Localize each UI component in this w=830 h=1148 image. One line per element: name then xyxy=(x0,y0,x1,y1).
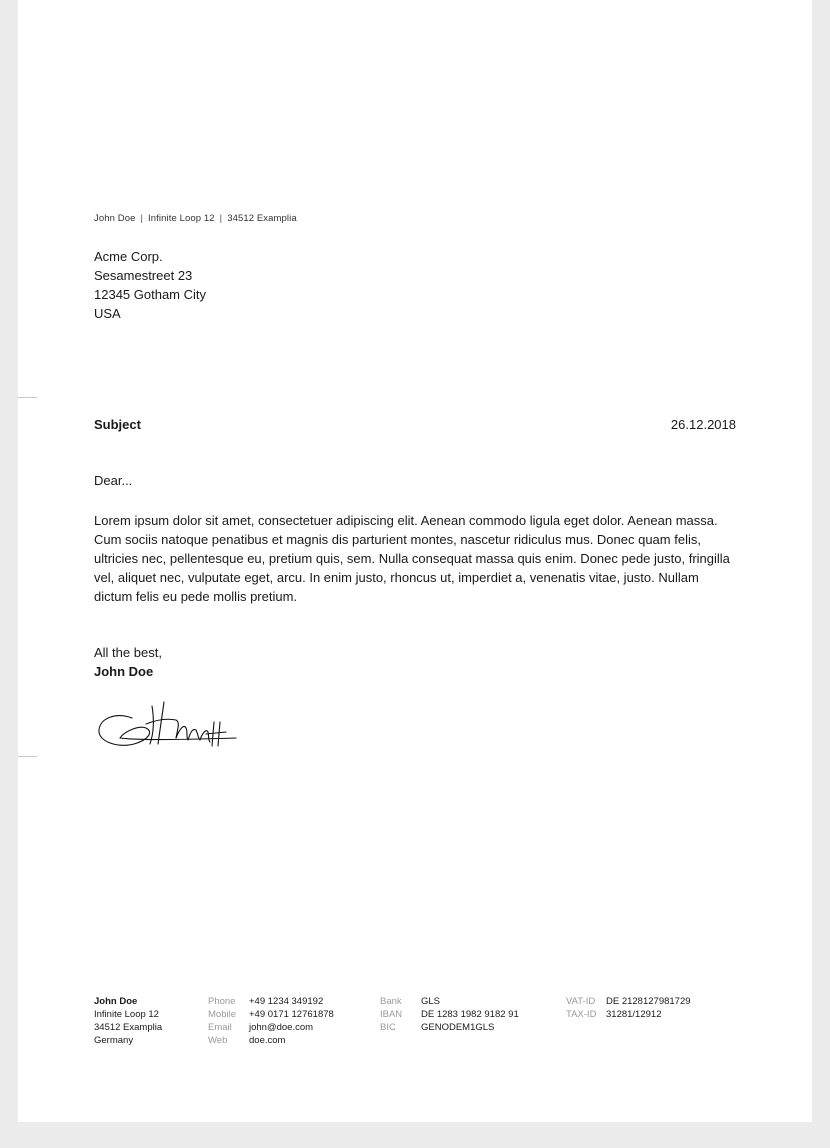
footer-address-line: 34512 Examplia xyxy=(94,1022,163,1033)
footer-bank xyxy=(380,995,519,1034)
recipient-line: USA xyxy=(94,306,121,321)
fold-mark-bottom xyxy=(18,756,37,757)
recipient-line: Sesamestreet 23 xyxy=(94,268,193,283)
footer-label: Bank xyxy=(380,996,402,1007)
footer-contact-row xyxy=(208,1021,334,1034)
recipient-line: Acme Corp. xyxy=(94,249,163,264)
footer-tax-row xyxy=(566,995,691,1008)
footer-label: TAX-ID xyxy=(566,1009,597,1020)
footer-label: VAT-ID xyxy=(566,996,596,1007)
sender-city: 34512 Examplia xyxy=(227,213,297,224)
footer-contact-row xyxy=(208,1034,334,1047)
footer-email: john@doe.com xyxy=(249,1022,314,1033)
footer-label: Web xyxy=(208,1035,228,1046)
handwritten-signature xyxy=(96,698,238,754)
letter-subject: Subject xyxy=(94,417,141,432)
fold-mark-top xyxy=(18,397,37,398)
footer-bank-row xyxy=(380,1021,519,1034)
sender-street: Infinite Loop 12 xyxy=(148,213,215,224)
letter-date: 26.12.2018 xyxy=(670,417,736,432)
sender-separator: | xyxy=(140,213,144,224)
footer-bank-row xyxy=(380,995,519,1008)
letter-page xyxy=(18,0,812,1122)
sender-name: John Doe xyxy=(94,213,136,224)
closing xyxy=(94,643,162,681)
footer-bic: GENODEM1GLS xyxy=(421,1022,495,1033)
footer-bank-name: GLS xyxy=(421,996,441,1007)
recipient-line: 12345 Gotham City xyxy=(94,287,207,302)
footer-tax-id: 31281/12912 xyxy=(606,1009,662,1020)
footer-address-line: Infinite Loop 12 xyxy=(94,1009,159,1020)
footer-bank-row xyxy=(380,1008,519,1021)
footer-label: BIC xyxy=(380,1022,396,1033)
footer-tax-row xyxy=(566,1008,691,1021)
footer-iban: DE 1283 1982 9182 91 xyxy=(421,1009,519,1020)
footer-web: doe.com xyxy=(249,1035,286,1046)
greeting: Dear... xyxy=(94,473,133,488)
footer-label: Email xyxy=(208,1022,232,1033)
recipient-address xyxy=(94,247,206,323)
footer-phone: +49 1234 349192 xyxy=(249,996,324,1007)
footer-label: Mobile xyxy=(208,1009,236,1020)
letter-body: Lorem ipsum dolor sit amet, consectetuer adipiscing elit. Aenean commodo ligula eget dolor. Aenean massa. Cum sociis natoque penatibus et magnis dis parturient montes, nascetur ridiculus mus. Donec quam felis, ultricies nec, pellentesque eu, pretium quis, sem. Nulla consequat massa quis enim. Donec pede justo, fringilla vel, aliquet nec, vulputate eget, arcu. In enim justo, rhoncus ut, imperdiet a, venenatis vitae, justo. Nullam dictum felis eu pede mollis pretium. xyxy=(94,513,730,604)
footer-tax xyxy=(566,995,691,1021)
closing-salutation: All the best, xyxy=(94,645,162,660)
footer-contact-row xyxy=(208,1008,334,1021)
footer-address-line: Germany xyxy=(94,1035,134,1046)
footer-address xyxy=(94,995,162,1047)
footer-contact xyxy=(208,995,334,1047)
sender-return-line xyxy=(94,213,297,224)
footer-address-line: John Doe xyxy=(94,996,138,1007)
sender-separator: | xyxy=(219,213,223,224)
footer-label: Phone xyxy=(208,996,236,1007)
footer-vat-id: DE 2128127981729 xyxy=(606,996,691,1007)
footer-label: IBAN xyxy=(380,1009,403,1020)
closing-name: John Doe xyxy=(94,664,154,679)
footer-contact-row xyxy=(208,995,334,1008)
footer-mobile: +49 0171 12761878 xyxy=(249,1009,334,1020)
